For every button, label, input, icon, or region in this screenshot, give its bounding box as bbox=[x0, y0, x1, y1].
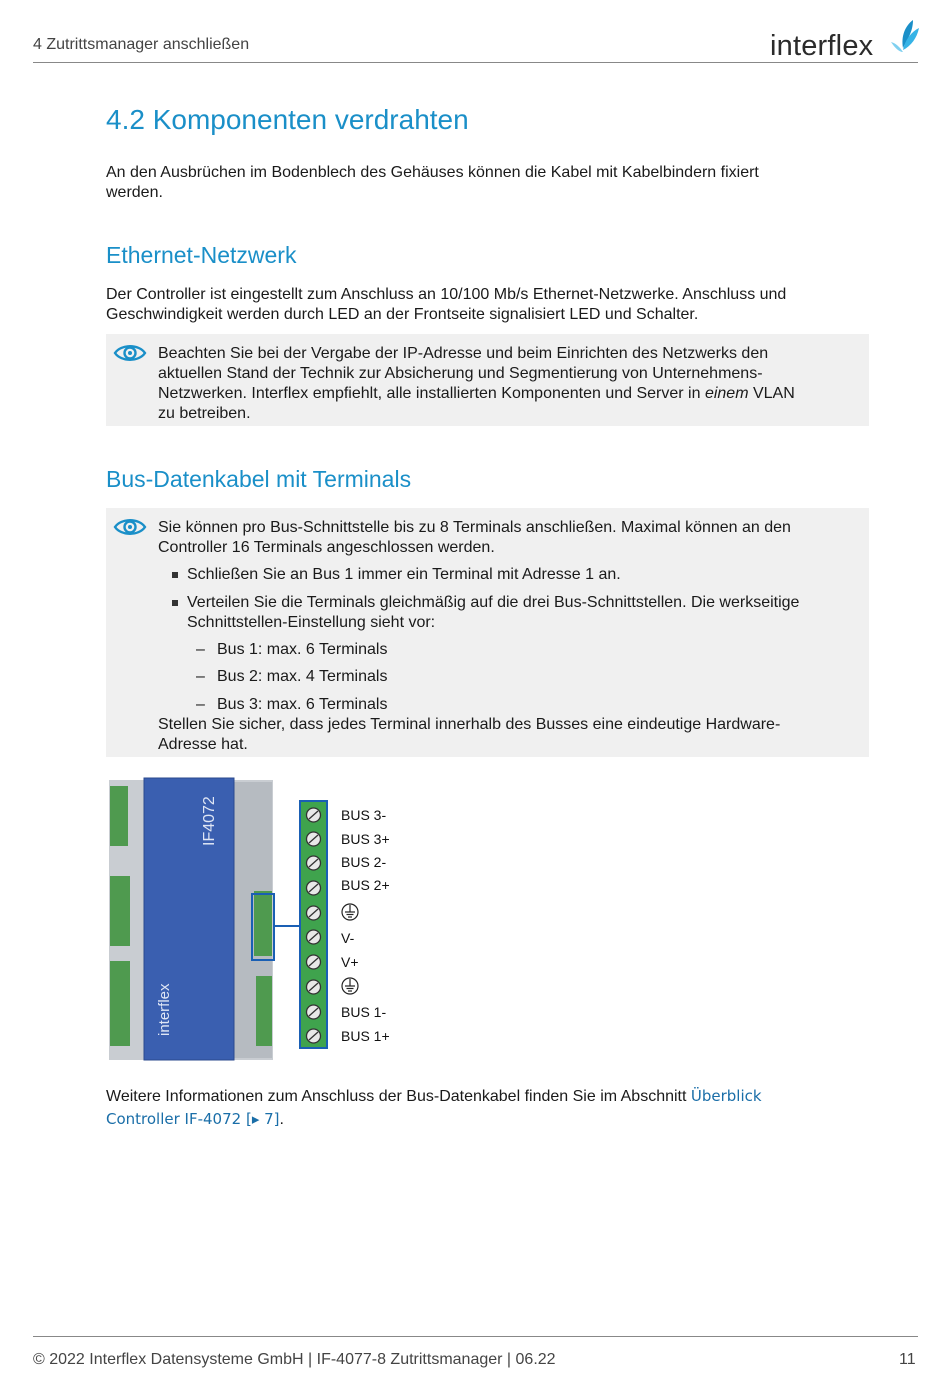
intro-line: werden. bbox=[106, 184, 163, 201]
terminal-label: BUS 1+ bbox=[341, 1028, 390, 1044]
header-rule bbox=[33, 62, 918, 63]
terminal-label: BUS 2- bbox=[341, 854, 387, 870]
note-line: Sie können pro Bus-Schnittstelle bis zu 8 Terminals anschließen. Maximal können an den bbox=[158, 519, 791, 536]
note-line: zu betreiben. bbox=[158, 405, 251, 422]
note-text bbox=[158, 715, 858, 755]
page-number: 11 bbox=[899, 1351, 916, 1368]
bus-note: Sie können pro Bus-Schnittstelle bis zu 8 Terminals anschließen. Maximal können an den Controller 16 Terminals angeschlossen werden. Schließen Sie an Bus 1 immer ein Terminal mit Adresse 1 an. Verteilen Sie die Terminals gleichmäßig auf die drei Bus-Schnittstellen. Die werkseitige Schnittstellen-Einstellung sieht vor: – Bus 1: max. 6 Terminals – Bus 2: max. 4 Terminals – Bus 3: max. 6 Terminals Stellen Sie sicher, dass jedes Terminal innerhalb des Busses eine eindeutige Hardware- Adresse hat. bbox=[106, 508, 869, 757]
ground-icon bbox=[340, 902, 360, 922]
page-arrow-icon: ▸ bbox=[251, 1110, 260, 1128]
device-model-label: IF4072 bbox=[201, 796, 218, 846]
note-text bbox=[158, 518, 858, 558]
ethernet-line: Der Controller ist eingestellt zum Anschluss an 10/100 Mb/s Ethernet-Netzwerke. Anschluss und bbox=[106, 286, 787, 303]
note-text bbox=[158, 344, 858, 424]
more-info-paragraph: Weitere Informationen zum Anschluss der Bus-Datenkabel finden Sie im Abschnitt Überblick Controller IF-4072 [▸ 7]. bbox=[106, 1087, 762, 1128]
eye-icon bbox=[113, 516, 147, 538]
terminal-label: V- bbox=[341, 930, 355, 946]
bullet-square-icon bbox=[172, 572, 178, 578]
ethernet-note bbox=[106, 334, 869, 426]
running-header: 4 Zutrittsmanager anschließen bbox=[33, 36, 250, 53]
overview-link[interactable]: Überblick bbox=[690, 1087, 762, 1105]
section-heading: 4.2 Komponenten verdrahten bbox=[106, 104, 469, 135]
emphasis: einem bbox=[704, 385, 749, 402]
ethernet-heading: Ethernet-Netzwerk bbox=[106, 242, 297, 268]
intro-line: An den Ausbrüchen im Bodenblech des Gehäuses können die Kabel mit Kabelbindern fixiert bbox=[106, 164, 759, 181]
terminal-label: BUS 3- bbox=[341, 807, 387, 823]
terminal-label: V+ bbox=[341, 954, 359, 970]
note-line: Controller 16 Terminals angeschlossen werden. bbox=[158, 539, 495, 556]
terminal-label: BUS 3+ bbox=[341, 831, 390, 847]
intro-paragraph bbox=[106, 163, 866, 203]
note-line: Adresse hat. bbox=[158, 736, 248, 753]
note-line: Beachten Sie bei der Vergabe der IP-Adresse und beim Einrichten des Netzwerks den bbox=[158, 345, 769, 362]
bus-heading: Bus-Datenkabel mit Terminals bbox=[106, 466, 412, 492]
overview-link-continued[interactable]: Controller IF-4072 [▸ 7] bbox=[106, 1110, 280, 1128]
ethernet-paragraph bbox=[106, 285, 866, 325]
terminal-label: BUS 1- bbox=[341, 1004, 387, 1020]
terminal-label: BUS 2+ bbox=[341, 877, 390, 893]
butterfly-icon bbox=[883, 18, 921, 58]
device-brand-label: interflex bbox=[156, 983, 173, 1036]
note-line: Stellen Sie sicher, dass jedes Terminal innerhalb des Busses eine eindeutige Hardware- bbox=[158, 716, 781, 733]
note-line: Netzwerken. Interflex empfiehlt, alle installierten Komponenten und Server in einem VLAN bbox=[158, 385, 795, 402]
footer-copyright: © 2022 Interflex Datensysteme GmbH | IF-4077-8 Zutrittsmanager | 06.22 bbox=[33, 1351, 556, 1368]
logo-text: interflex bbox=[770, 30, 874, 62]
footer-rule bbox=[33, 1336, 918, 1337]
ethernet-line: Geschwindigkeit werden durch LED an der Frontseite signalisiert LED und Schalter. bbox=[106, 306, 699, 323]
eye-icon bbox=[113, 342, 147, 364]
bullet-square-icon bbox=[172, 600, 178, 606]
note-line: aktuellen Stand der Technik zur Absicherung und Segmentierung von Unternehmens- bbox=[158, 365, 763, 382]
interflex-logo bbox=[770, 18, 920, 60]
ground-icon bbox=[340, 976, 360, 996]
